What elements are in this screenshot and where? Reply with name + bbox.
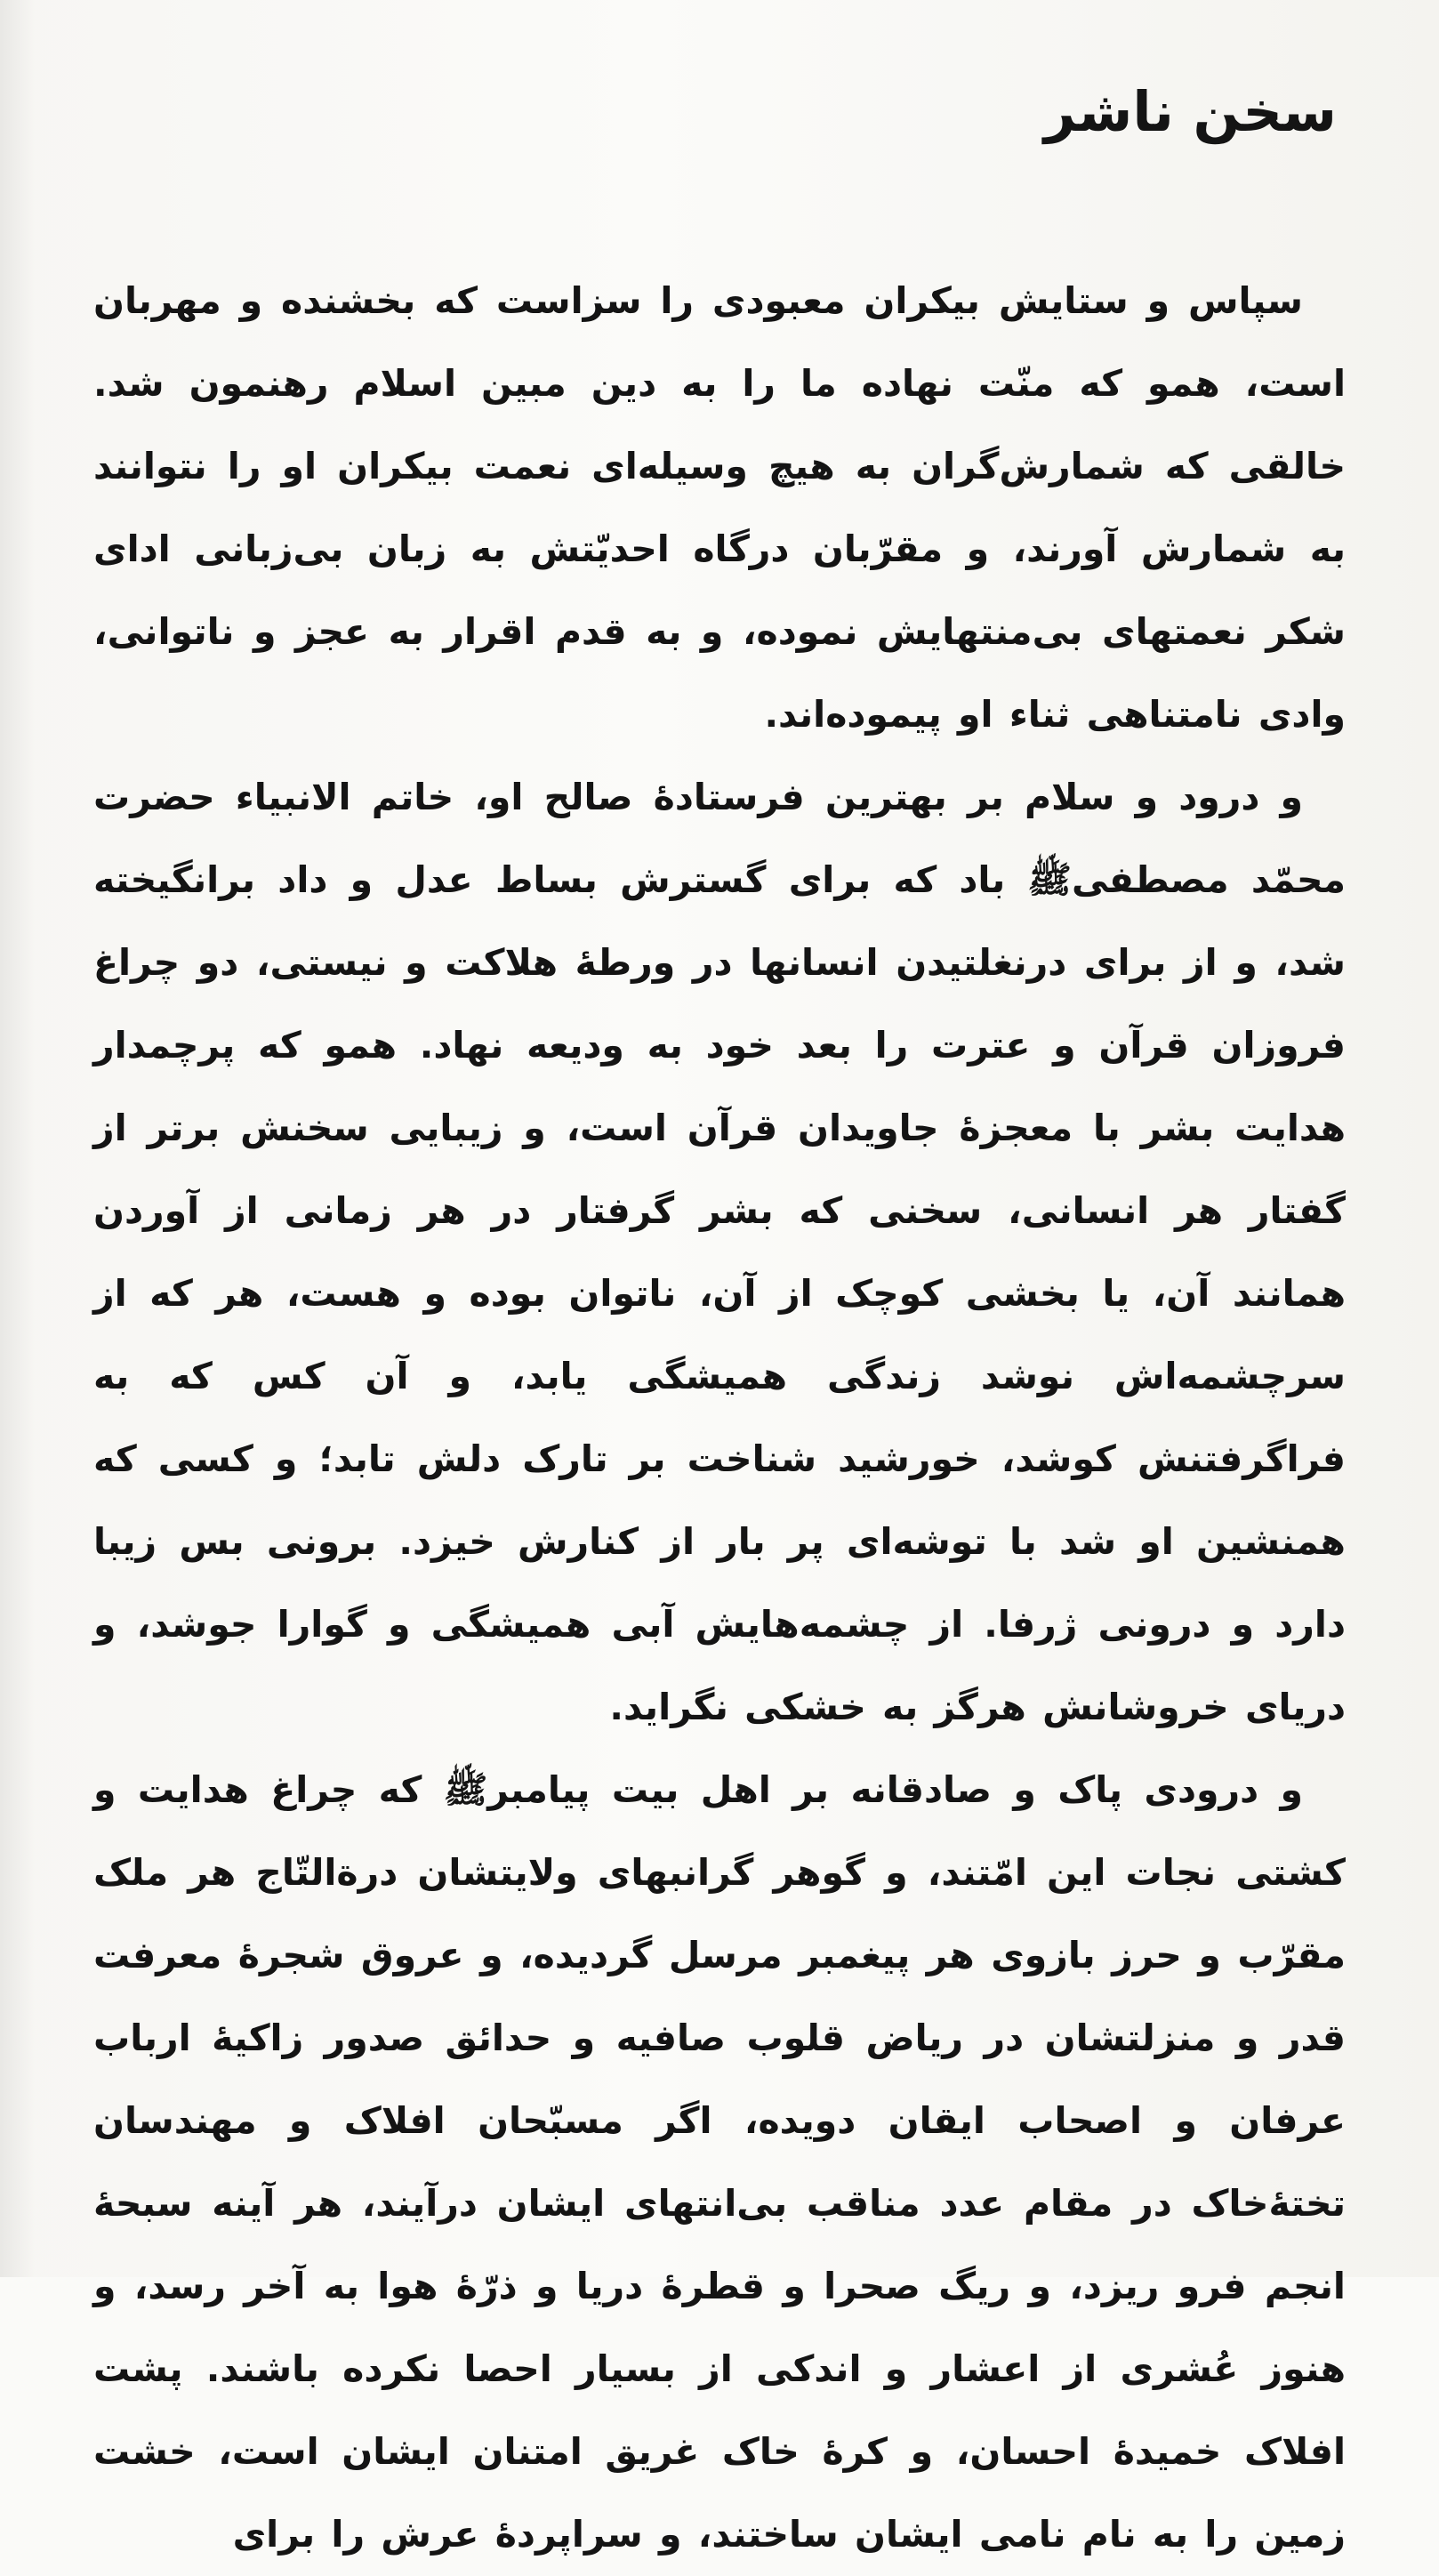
page-title: سخن ناشر (1043, 79, 1337, 144)
page-fold-shadow (0, 0, 36, 2277)
paragraph-prophet: و درود و سلام بر بهترین فرستادۀ صالح او، خاتم الانبیاء حضرت محمّد مصطفیﷺ باد که برای گسترش بساط عدل و داد برانگیخته شد، و از برای درنغلتیدن انسانها در ورطۀ هلاکت و نیستی، دو چراغ فروزان قرآن و عترت را بعد خود به ودیعه نهاد. همو که پرچمدار هدایت بشر با معجزۀ جاویدان قرآن است، و زیبایی سخنش برتر از گفتار هر انسانی، سخنی که بشر گرفتار در هر زمانی از آوردن همانند آن، یا بخشی کوچک از آن، ناتوان بوده و هست، هر که از سرچشمه‌اش نوشد زندگی همیشگی یابد، و آن کس که به فراگرفتنش کوشد، خورشید شناخت بر تارک دلش تابد؛ و کسی که همنشین او شد با توشه‌ای پر بار از کنارش خیزد. برونی بس زیبا دارد و درونی ژرفا. از چشمه‌هایش آبی همیشگی و گوارا جوشد، و دریای خروشانش هرگز به خشکی نگراید. (93, 776, 1346, 1728)
paragraph-ahl-al-bayt: و درودی پاک و صادقانه بر اهل بیت پیامبرﷺ که چراغ هدایت و کشتی نجات این امّتند، و گوهر گرانبهای ولایتشان درةالتّاج هر ملک مقرّب و حرز بازوی هر پیغمبر مرسل گردیده، و عروق شجرۀ معرفت قدر و منزلتشان در ریاض قلوب صافیه و حدائق صدور زاکیۀ ارباب عرفان و اصحاب ایقان دویده، اگر مسبّحان افلاک و مهندسان تختۀخاک در مقام عدد مناقب بی‌انتهای ایشان درآیند، هر آینه سبحۀ انجم فرو ریزد، و ریگ صحرا و قطرۀ دریا و ذرّۀ هوا به آخر رسد، و هنوز عُشری از اعشار و اندکی از بسیار احصا نکرده باشند. پشت افلاک خمیدۀ احسان، و کرۀ خاک غریق امتنان ایشان است، خشت زمین را به نام نامی ایشان ساختند، و سراپردۀ عرش را برای (93, 1768, 1346, 2556)
paragraph-praise-god: سپاس و ستایش بیکران معبودی را سزاست که بخشنده و مهربان است، همو که منّت نهاده ما را به دین مبین اسلام رهنمون شد. خالقی که شمارش‌گران به هیچ وسیله‌ای نعمت بیکران او را نتوانند به شمارش آورند، و مقرّبان درگاه احدیّتش به زبان بی‌زبانی ادای شکر نعمتهای بی‌منتهایش نموده، و به قدم اقرار به عجز و ناتوانی، وادی نامتناهی ثناء او پیموده‌اند. (93, 279, 1346, 736)
body-text (93, 260, 1346, 2576)
